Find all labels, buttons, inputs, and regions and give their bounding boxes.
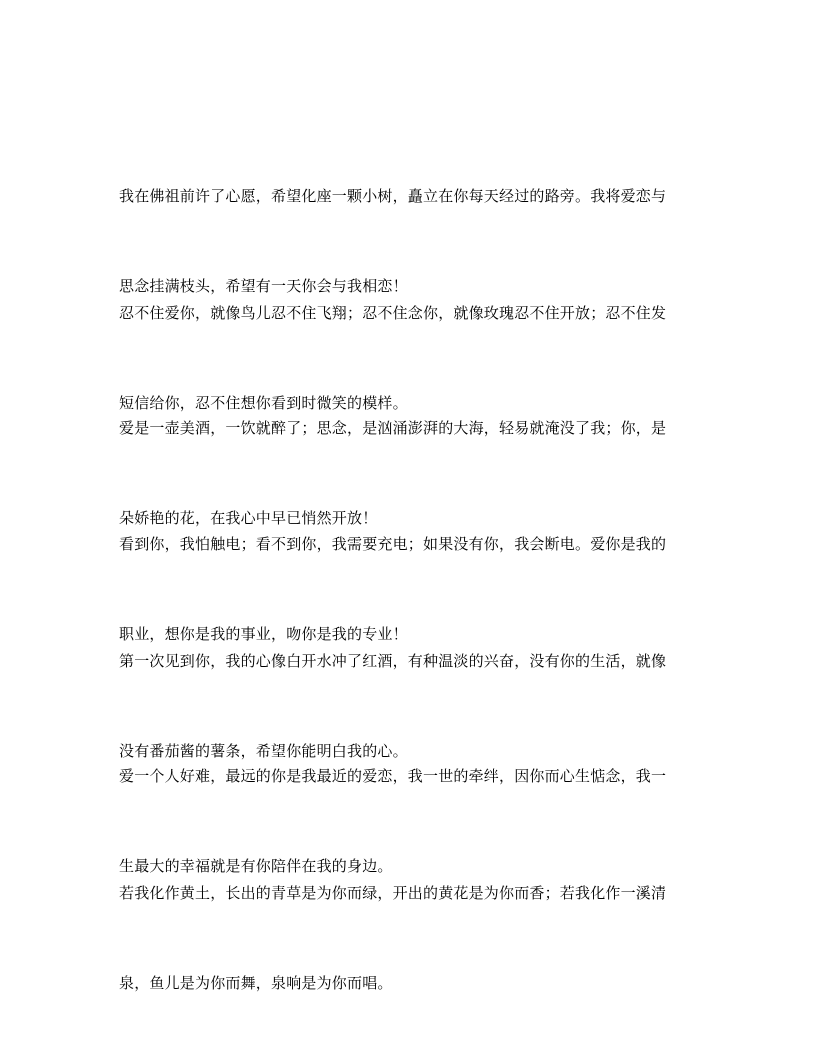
paragraph-line: 职业，想你是我的事业，吻你是我的专业！ bbox=[119, 625, 408, 643]
paragraph-7 bbox=[119, 818, 699, 1058]
paragraph-line: 若我化作黄土，长出的青草是为你而绿，开出的黄花是为你而香；若我化作一溪清 bbox=[119, 884, 667, 902]
paragraph-line: 爱是一壶美酒，一饮就醉了；思念，是汹涌澎湃的大海，轻易就淹没了我；你，是 bbox=[119, 419, 667, 437]
paragraph-line: 生最大的幸福就是有你陪伴在我的身边。 bbox=[119, 857, 393, 875]
paragraph-line: 没有番茄酱的薯条，希望你能明白我的心。 bbox=[119, 742, 408, 760]
paragraph-line: 第一次见到你，我的心像白开水冲了红酒，有种温淡的兴奋，没有你的生活，就像 bbox=[119, 652, 667, 670]
paragraph-line: 短信给你，忍不住想你看到时微笑的模样。 bbox=[119, 394, 408, 412]
paragraph-line: 泉，鱼儿是为你而舞，泉响是为你而唱。 bbox=[119, 974, 393, 992]
paragraph-line: 看到你，我怕触电；看不到你，我需要充电；如果没有你，我会断电。爱你是我的 bbox=[119, 535, 667, 553]
paragraph-line: 我在佛祖前许了心愿，希望化座一颗小树，矗立在你每天经过的路旁。我将爱恋与 bbox=[119, 187, 667, 205]
paragraph-line: 爱一个人好难，最远的你是我最近的爱恋，我一世的牵绊，因你而心生惦念，我一 bbox=[119, 767, 667, 785]
paragraph-line: 朵娇艳的花，在我心中早已悄然开放！ bbox=[119, 509, 378, 527]
paragraph-line: 忍不住爱你，就像鸟儿忍不住飞翔；忍不住念你，就像玫瑰忍不住开放；忍不住发 bbox=[119, 304, 667, 322]
paragraph-line: 思念挂满枝头，希望有一天你会与我相恋！ bbox=[119, 277, 408, 295]
